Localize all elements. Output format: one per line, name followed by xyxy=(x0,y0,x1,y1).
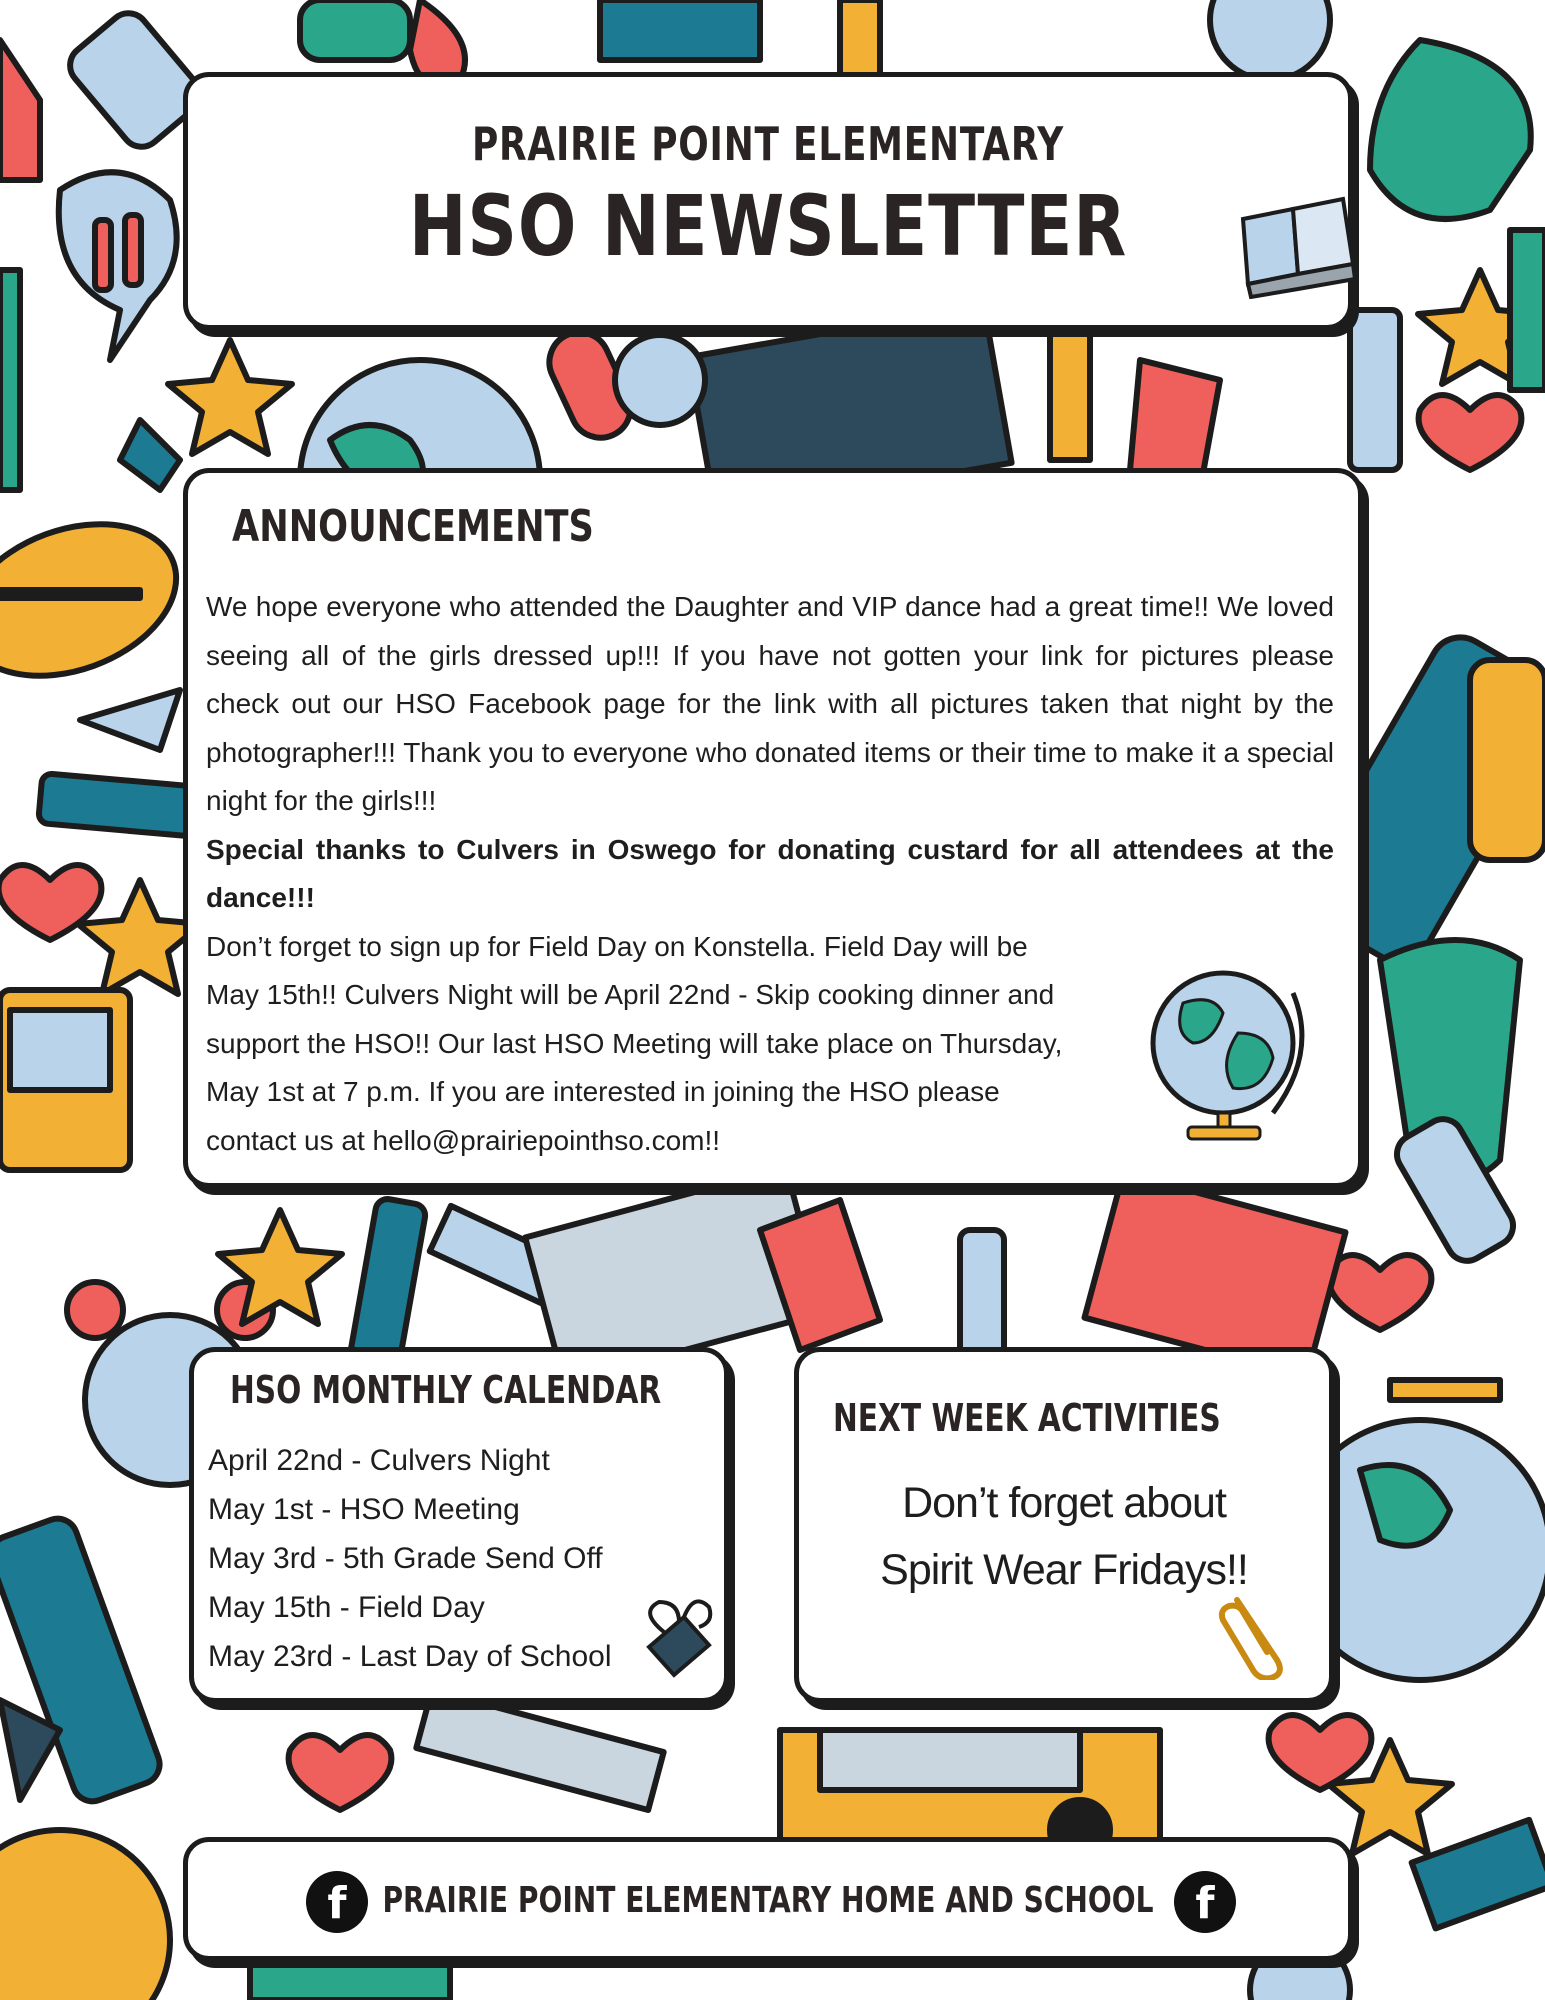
next-week-line: Spirit Wear Fridays!! xyxy=(880,1546,1248,1594)
facebook-icon[interactable]: f xyxy=(1174,1871,1236,1933)
calendar-item: May 23rd - Last Day of School xyxy=(208,1640,612,1673)
masthead-card xyxy=(183,72,1353,330)
calendar-list xyxy=(208,1436,612,1681)
announcements-paragraph: We hope everyone who attended the Daughter and VIP dance had a great time!! We loved seeing all of the girls dressed up!!! If you have not gotten your link for pictures please check out our HSO Facebook page for the link with all pictures taken that night by the photographer!!! Thank you to everyone who donated items or their time to make it a special night for the girls!!! xyxy=(206,591,1334,816)
globe-icon xyxy=(1143,963,1313,1143)
calendar-item: May 3rd - 5th Grade Send Off xyxy=(208,1542,603,1575)
calendar-item: May 15th - Field Day xyxy=(208,1591,485,1624)
school-name: PRAIRIE POINT ELEMENTARY xyxy=(471,117,1065,171)
next-week-activities-card xyxy=(794,1347,1334,1703)
next-week-heading: NEXT WEEK ACTIVITIES xyxy=(833,1396,1221,1440)
footer-organization-name: PRAIRIE POINT ELEMENTARY HOME AND SCHOOL xyxy=(382,1880,1154,1921)
announcements-card xyxy=(183,468,1363,1188)
calendar-item: May 1st - HSO Meeting xyxy=(208,1493,520,1526)
next-week-line: Don’t forget about xyxy=(902,1479,1226,1527)
monthly-calendar-card xyxy=(189,1347,729,1703)
announcements-heading: ANNOUNCEMENTS xyxy=(232,501,594,552)
calendar-item: April 22nd - Culvers Night xyxy=(208,1444,550,1477)
next-week-message xyxy=(799,1470,1329,1604)
special-thanks: Special thanks to Culvers in Oswego for donating custard for all attendees at the dance!!! xyxy=(206,833,1334,913)
paperclip-icon xyxy=(1217,1590,1297,1680)
facebook-icon[interactable]: f xyxy=(306,1871,368,1933)
open-book-icon xyxy=(1233,189,1363,299)
newsletter-title: HSO NEWSLETTER xyxy=(408,177,1128,275)
announcements-reminders: Don’t forget to sign up for Field Day on Konstella. Field Day will be May 15th!! Culvers Night will be April 22nd - Skip cooking dinner and support the HSO!! Our last HSO Meeting will take place on Thursday, May 1st at 7 p.m. If you are interested in joining the HSO please contact us at hello@prairiepointhso.com!! xyxy=(206,930,1063,1156)
calendar-heading: HSO MONTHLY CALENDAR xyxy=(230,1368,662,1412)
footer-card xyxy=(183,1837,1353,1961)
binder-clip-icon xyxy=(629,1597,719,1687)
